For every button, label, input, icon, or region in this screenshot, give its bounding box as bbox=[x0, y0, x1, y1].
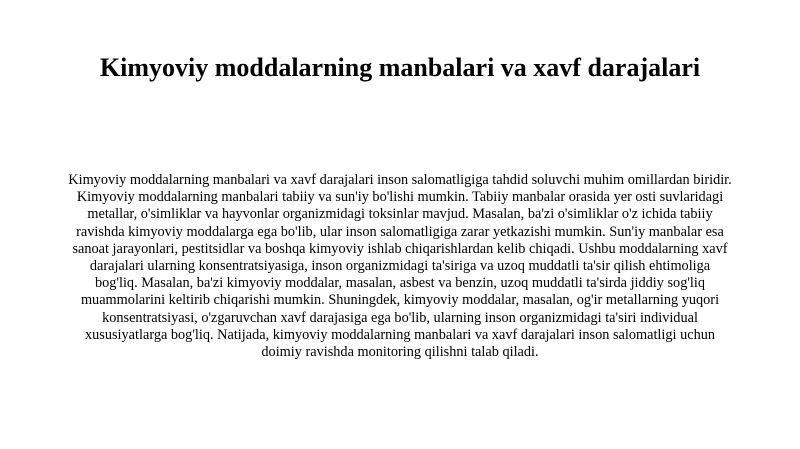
slide-title: Kimyoviy moddalarning manbalari va xavf darajalari bbox=[99, 53, 701, 82]
slide-body-text: Kimyoviy moddalarning manbalari va xavf darajalari inson salomatligiga tahdid soluvchi muhim omillardan biridir. Kimyoviy moddalarning manbalari tabiiy va sun'iy bo'lishi mumkin. Tabiiy manbalar orasida yer osti suvlaridagi metallar, o'simliklar va hayvonlar organizmidagi toksinlar mavjud. Masalan, ba'zi o'simliklar o'z ichida tabiiy ravishda kimyoviy moddalarga ega bo'lib, ular inson salomatligiga zarar yetkazishi mumkin. Sun'iy manbalar esa sanoat jarayonlari, pestitsidlar va boshqa kimyoviy ishlab chiqarishlardan kelib chiqadi. Ushbu moddalarning xavf darajalari ularning konsentratsiyasiga, inson organizmidagi ta'siriga va uzoq muddatli ta'sir qilish ehtimoliga bog'liq. Masalan, ba'zi kimyoviy moddalar, masalan, asbest va benzin, uzoq muddatli ta'sirda jiddiy sog'liq muammolarini keltirib chiqarishi mumkin. Shuningdek, kimyoviy moddalar, masalan, og'ir metallarning yuqori konsentratsiyasi, o'zgaruvchan xavf darajasiga ega bo'lib, ularning inson organizmidagi ta'siri individual xususiyatlarga bog'liq. Natijada, kimyoviy moddalarning manbalari va xavf darajalari inson salomatligi uchun doimiy ravishda monitoring qilishni talab qiladi. bbox=[68, 172, 732, 361]
